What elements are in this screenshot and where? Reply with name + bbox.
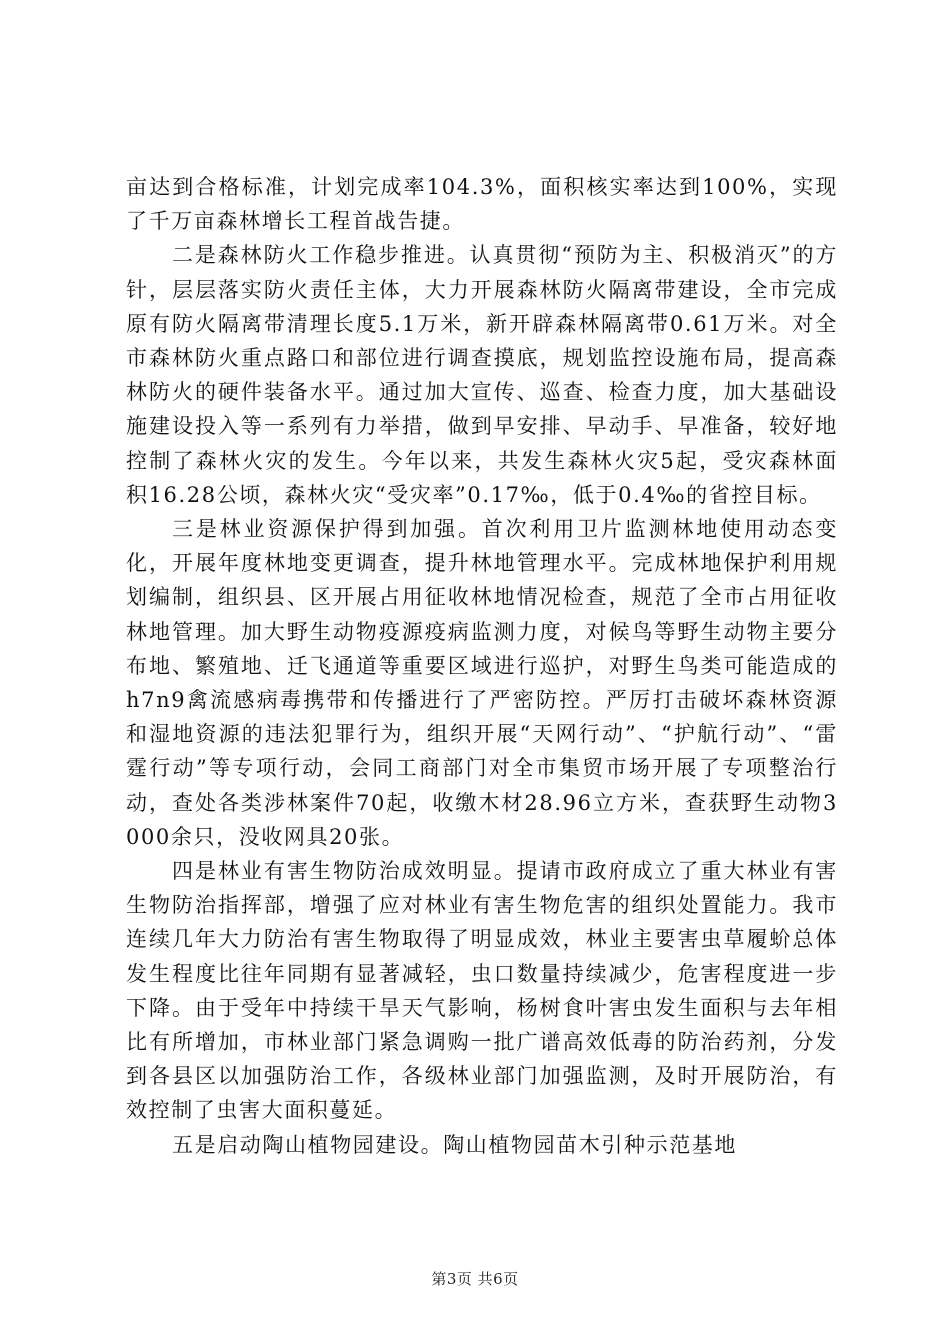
paragraph-3: 三是林业资源保护得到加强。首次利用卫片监测林地使用动态变化，开展年度林地变更调查，提升林地管理水平。完成林地保护利用规划编制，组织县、区开展占用征收林地情况检查，规范了全市占用征收林地管理。加大野生动物疫源疫病监测力度，对候鸟等野生动物主要分布地、繁殖地、迁飞通道等重要区域进行巡护，对野生鸟类可能造成的h7n9禽流感病毒携带和传播进行了严密防控。严厉打击破坏森林资源和湿地资源的违法犯罪行为，组织开展“天网行动”、“护航行动”、“雷霆行动”等专项行动，会同工商部门对全市集贸市场开展了专项整治行动，查处各类涉林案件70起，收缴木材28.96立方米，查获野生动物3000余只，没收网具20张。: [126, 517, 838, 849]
page-footer: 第3页 共6页: [431, 1270, 519, 1288]
paragraph-4: 四是林业有害生物防治成效明显。提请市政府成立了重大林业有害生物防治指挥部，增强了应对林业有害生物危害的组织处置能力。我市连续几年大力防治有害生物取得了明显成效，林业主要害虫草履蚧总体发生程度比往年同期有显著减轻，虫口数量持续减少，危害程度进一步下降。由于受年中持续干旱天气影响，杨树食叶害虫发生面积与去年相比有所增加，市林业部门紧急调购一批广谱高效低毒的防治药剂，分发到各县区以加强防治工作，各级林业部门加强监测，及时开展防治，有效控制了虫害大面积蔓延。: [126, 859, 838, 1123]
paragraph-5: 五是启动陶山植物园建设。陶山植物园苗木引种示范基地: [172, 1132, 737, 1157]
paragraph-1: 亩达到合格标准，计划完成率104.3%，面积核实率达到100%，实现了千万亩森林增长工程首战告捷。: [126, 175, 838, 234]
paragraph-2: 二是森林防火工作稳步推进。认真贯彻“预防为主、积极消灭”的方针，层层落实防火责任主体，大力开展森林防火隔离带建设，全市完成原有防火隔离带清理长度5.1万米，新开辟森林隔离带0.61万米。对全市森林防火重点路口和部位进行调查摸底，规划监控设施布局，提高森林防火的硬件装备水平。通过加大宣传、巡查、检查力度，加大基础设施建设投入等一系列有力举措，做到早安排、早动手、早准备，较好地控制了森林火灾的发生。今年以来，共发生森林火灾5起，受灾森林面积16.28公顷，森林火灾“受灾率”0.17‰，低于0.4‰的省控目标。: [126, 243, 838, 507]
document-body: [126, 170, 838, 1162]
